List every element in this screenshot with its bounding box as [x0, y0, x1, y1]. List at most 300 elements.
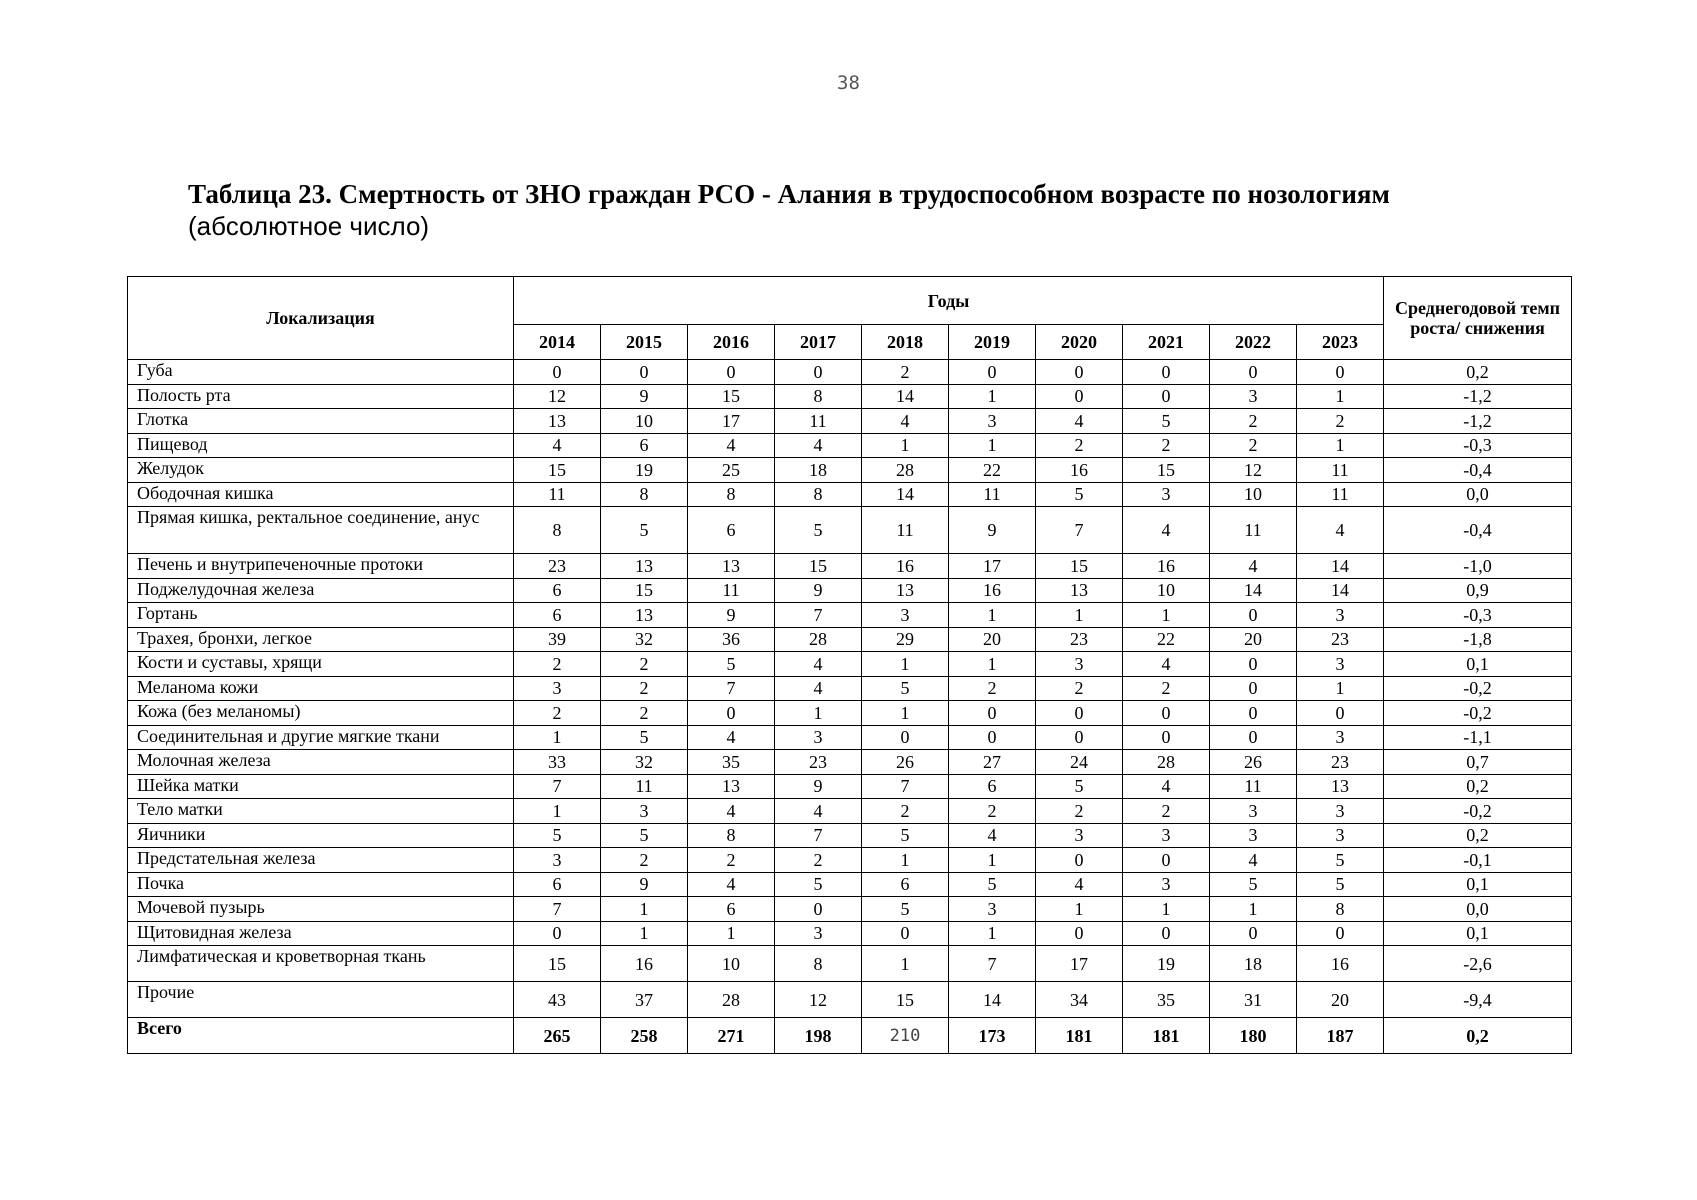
cell-value: 5: [949, 872, 1036, 897]
cell-value: 6: [862, 872, 949, 897]
cell-value: 1: [514, 725, 601, 750]
cell-value: 0: [1297, 360, 1384, 385]
table-row: [128, 554, 1572, 579]
cell-value: 2: [601, 701, 688, 726]
table-row: [128, 799, 1572, 824]
header-year: 2021: [1123, 325, 1210, 360]
cell-value: 13: [1036, 578, 1123, 603]
cell-value: 6: [949, 774, 1036, 799]
cell-value: 4: [1036, 872, 1123, 897]
cell-value: 26: [1210, 750, 1297, 775]
table-row: [128, 676, 1572, 701]
cell-rate: -1,8: [1384, 627, 1572, 652]
cell-value: 1: [1123, 897, 1210, 922]
table-row: [128, 578, 1572, 603]
header-year: 2014: [514, 325, 601, 360]
cell-value: 14: [1210, 578, 1297, 603]
cell-value: 2: [601, 676, 688, 701]
cell-localization: Прямая кишка, ректальное соединение, анус: [128, 507, 514, 554]
cell-value: 2: [775, 848, 862, 873]
cell-value: 0: [1123, 725, 1210, 750]
cell-value: 0: [688, 701, 775, 726]
cell-value: 11: [1210, 507, 1297, 554]
cell-value: 2: [1123, 799, 1210, 824]
cell-value: 4: [688, 725, 775, 750]
cell-value: 0: [514, 921, 601, 946]
cell-value: 1: [1123, 603, 1210, 628]
cell-value: 11: [514, 482, 601, 507]
cell-value: 0: [1123, 701, 1210, 726]
cell-value: 0: [1036, 384, 1123, 409]
cell-value: 10: [1210, 482, 1297, 507]
table-row: [128, 652, 1572, 677]
cell-value: 11: [1297, 482, 1384, 507]
cell-value: 1: [862, 433, 949, 458]
cell-value: 24: [1036, 750, 1123, 775]
cell-value: 0: [1210, 360, 1297, 385]
cell-localization: Печень и внутрипеченочные протоки: [128, 554, 514, 579]
cell-value: 13: [688, 554, 775, 579]
cell-value: 6: [688, 507, 775, 554]
cell-value: 13: [601, 554, 688, 579]
cell-value: 0: [1297, 701, 1384, 726]
cell-value: 1: [514, 799, 601, 824]
cell-value: 26: [862, 750, 949, 775]
cell-value: 15: [514, 946, 601, 982]
cell-value: 14: [949, 982, 1036, 1018]
table-row: [128, 897, 1572, 922]
cell-rate: -9,4: [1384, 982, 1572, 1018]
cell-value: 2: [1210, 433, 1297, 458]
table-row: [128, 409, 1572, 434]
cell-value: 8: [688, 823, 775, 848]
cell-value: 0: [949, 725, 1036, 750]
cell-value: 3: [1297, 603, 1384, 628]
cell-value: 1: [862, 701, 949, 726]
cell-value: 1: [688, 921, 775, 946]
cell-localization: Мочевой пузырь: [128, 897, 514, 922]
cell-rate: 0,0: [1384, 482, 1572, 507]
cell-value: 9: [688, 603, 775, 628]
cell-value: 23: [514, 554, 601, 579]
cell-value: 16: [1036, 458, 1123, 483]
cell-value: 0: [862, 921, 949, 946]
cell-value: 5: [1036, 482, 1123, 507]
cell-value: 10: [601, 409, 688, 434]
cell-rate: -0,3: [1384, 603, 1572, 628]
cell-value: 2: [949, 676, 1036, 701]
cell-value: 1: [775, 701, 862, 726]
cell-value: 2: [862, 360, 949, 385]
cell-value: 7: [949, 946, 1036, 982]
cell-value: 8: [1297, 897, 1384, 922]
cell-rate: -0,3: [1384, 433, 1572, 458]
cell-value: 1: [949, 384, 1036, 409]
cell-localization: Прочие: [128, 982, 514, 1018]
cell-value: 4: [1210, 554, 1297, 579]
cell-value: 5: [601, 823, 688, 848]
cell-value: 34: [1036, 982, 1123, 1018]
cell-value: 2: [514, 652, 601, 677]
cell-value: 1: [949, 603, 1036, 628]
cell-value: 6: [514, 578, 601, 603]
cell-value: 35: [1123, 982, 1210, 1018]
cell-value: 0: [862, 725, 949, 750]
cell-value: 22: [1123, 627, 1210, 652]
cell-value: 33: [514, 750, 601, 775]
cell-value: 35: [688, 750, 775, 775]
cell-value: 0: [1036, 725, 1123, 750]
cell-value: 0: [1210, 652, 1297, 677]
cell-rate: -1,2: [1384, 409, 1572, 434]
cell-localization: Кости и суставы, хрящи: [128, 652, 514, 677]
cell-rate: -1,2: [1384, 384, 1572, 409]
cell-value: 16: [601, 946, 688, 982]
cell-value: 4: [949, 823, 1036, 848]
cell-rate: -0,2: [1384, 799, 1572, 824]
cell-value: 15: [1036, 554, 1123, 579]
cell-value: 22: [949, 458, 1036, 483]
cell-value: 4: [862, 409, 949, 434]
cell-localization: Яичники: [128, 823, 514, 848]
cell-localization: Шейка матки: [128, 774, 514, 799]
cell-value: 4: [775, 799, 862, 824]
cell-value: 5: [1210, 872, 1297, 897]
cell-localization: Гортань: [128, 603, 514, 628]
cell-value: 15: [514, 458, 601, 483]
cell-value: 3: [1297, 823, 1384, 848]
cell-value: 0: [601, 360, 688, 385]
cell-value: 12: [514, 384, 601, 409]
cell-value: 4: [1036, 409, 1123, 434]
cell-value: 5: [601, 725, 688, 750]
cell-localization: Всего: [128, 1018, 514, 1054]
cell-rate: 0,7: [1384, 750, 1572, 775]
cell-value: 181: [1123, 1018, 1210, 1054]
table-title-subtitle: (абсолютное число): [188, 211, 430, 241]
cell-value: 1: [862, 652, 949, 677]
cell-value: 3: [775, 725, 862, 750]
cell-value: 11: [1297, 458, 1384, 483]
cell-value: 2: [514, 701, 601, 726]
cell-value: 7: [514, 774, 601, 799]
cell-value: 19: [601, 458, 688, 483]
cell-value: 3: [775, 921, 862, 946]
cell-localization: Ободочная кишка: [128, 482, 514, 507]
table-row: [128, 823, 1572, 848]
table-row: [128, 384, 1572, 409]
cell-value: 43: [514, 982, 601, 1018]
cell-value: 0: [1123, 384, 1210, 409]
header-year: 2019: [949, 325, 1036, 360]
cell-value: 0: [775, 897, 862, 922]
cell-rate: 0,1: [1384, 872, 1572, 897]
cell-value: 4: [1297, 507, 1384, 554]
cell-value: 3: [1297, 652, 1384, 677]
table-row: [128, 921, 1572, 946]
cell-value: 5: [688, 652, 775, 677]
cell-value: 0: [949, 701, 1036, 726]
cell-value: 23: [1036, 627, 1123, 652]
cell-value: 18: [775, 458, 862, 483]
cell-value: 9: [775, 578, 862, 603]
cell-value: 28: [688, 982, 775, 1018]
cell-value: 1: [1036, 603, 1123, 628]
cell-value: 3: [1123, 823, 1210, 848]
cell-value: 180: [1210, 1018, 1297, 1054]
cell-value: 1: [1036, 897, 1123, 922]
cell-rate: 0,2: [1384, 1018, 1572, 1054]
cell-value: 7: [514, 897, 601, 922]
cell-value: 16: [949, 578, 1036, 603]
cell-localization: Поджелудочная железа: [128, 578, 514, 603]
cell-value: 13: [514, 409, 601, 434]
cell-value: 0: [1210, 676, 1297, 701]
cell-rate: -2,6: [1384, 946, 1572, 982]
header-localization: Локализация: [128, 277, 514, 360]
header-years: Годы: [514, 277, 1384, 325]
cell-value: 1: [862, 946, 949, 982]
header-year: 2020: [1036, 325, 1123, 360]
header-year: 2016: [688, 325, 775, 360]
table-row: [128, 725, 1572, 750]
cell-value: 4: [514, 433, 601, 458]
cell-localization: Щитовидная железа: [128, 921, 514, 946]
cell-value: 14: [862, 482, 949, 507]
cell-value: 258: [601, 1018, 688, 1054]
cell-value: 4: [1123, 507, 1210, 554]
cell-value: 13: [862, 578, 949, 603]
cell-value: 9: [601, 384, 688, 409]
cell-value: 15: [1123, 458, 1210, 483]
cell-value: 11: [601, 774, 688, 799]
cell-value: 3: [949, 897, 1036, 922]
cell-value: 4: [1123, 774, 1210, 799]
cell-value: 0: [1210, 603, 1297, 628]
cell-localization: Пищевод: [128, 433, 514, 458]
cell-value: 9: [949, 507, 1036, 554]
cell-value: 14: [862, 384, 949, 409]
cell-value: 5: [862, 823, 949, 848]
cell-value: 32: [601, 750, 688, 775]
cell-value: 7: [775, 823, 862, 848]
table-row: [128, 627, 1572, 652]
cell-value: 37: [601, 982, 688, 1018]
cell-value: 18: [1210, 946, 1297, 982]
cell-value: 0: [1123, 921, 1210, 946]
cell-value: 181: [1036, 1018, 1123, 1054]
cell-value: 11: [688, 578, 775, 603]
cell-value: 10: [1123, 578, 1210, 603]
cell-rate: -1,0: [1384, 554, 1572, 579]
cell-value: 0: [1036, 921, 1123, 946]
cell-localization: Соединительная и другие мягкие ткани: [128, 725, 514, 750]
cell-value: 0: [688, 360, 775, 385]
cell-value: 3: [1123, 872, 1210, 897]
cell-localization: Предстательная железа: [128, 848, 514, 873]
cell-value: 12: [775, 982, 862, 1018]
cell-localization: Меланома кожи: [128, 676, 514, 701]
cell-value: 8: [688, 482, 775, 507]
cell-value: 2: [1123, 676, 1210, 701]
cell-value: 3: [1210, 384, 1297, 409]
cell-value: 2: [601, 652, 688, 677]
cell-value: 4: [688, 433, 775, 458]
cell-value: 36: [688, 627, 775, 652]
cell-value: 16: [862, 554, 949, 579]
cell-rate: 0,9: [1384, 578, 1572, 603]
cell-value: 6: [514, 872, 601, 897]
cell-value: 7: [775, 603, 862, 628]
cell-value: 187: [1297, 1018, 1384, 1054]
cell-rate: -0,4: [1384, 507, 1572, 554]
cell-value: 0: [1210, 725, 1297, 750]
cell-value: 3: [1036, 652, 1123, 677]
header-year: 2015: [601, 325, 688, 360]
cell-value: 3: [1297, 725, 1384, 750]
cell-value: 9: [601, 872, 688, 897]
cell-value: 16: [1123, 554, 1210, 579]
cell-value: 20: [1210, 627, 1297, 652]
cell-value: 4: [1123, 652, 1210, 677]
cell-value: 265: [514, 1018, 601, 1054]
table-title: [188, 178, 1588, 242]
table-title-main: Таблица 23. Смертность от ЗНО граждан РСО - Алания в трудоспособном возрасте по нозологиям: [188, 179, 1390, 209]
cell-rate: -0,1: [1384, 848, 1572, 873]
cell-value: 17: [949, 554, 1036, 579]
cell-value: 31: [1210, 982, 1297, 1018]
cell-value: 1: [862, 848, 949, 873]
cell-value: 6: [601, 433, 688, 458]
cell-value: 2: [1036, 676, 1123, 701]
cell-value: 5: [1297, 872, 1384, 897]
cell-value: 1: [1297, 676, 1384, 701]
cell-value: 3: [862, 603, 949, 628]
cell-value: 28: [1123, 750, 1210, 775]
cell-value: 0: [1210, 921, 1297, 946]
table-row: [128, 774, 1572, 799]
cell-value: 210: [862, 1018, 949, 1054]
cell-localization: Лимфатическая и кроветворная ткань: [128, 946, 514, 982]
cell-value: 8: [775, 384, 862, 409]
table-row: [128, 946, 1572, 982]
cell-value: 0: [1210, 701, 1297, 726]
page-number: 38: [837, 72, 860, 94]
cell-value: 5: [775, 872, 862, 897]
cell-value: 13: [601, 603, 688, 628]
cell-value: 11: [1210, 774, 1297, 799]
cell-value: 3: [514, 848, 601, 873]
cell-value: 28: [862, 458, 949, 483]
table-row: [128, 433, 1572, 458]
cell-value: 2: [1123, 433, 1210, 458]
cell-value: 11: [949, 482, 1036, 507]
cell-value: 5: [862, 676, 949, 701]
table-row: [128, 482, 1572, 507]
cell-value: 23: [1297, 627, 1384, 652]
cell-value: 4: [688, 872, 775, 897]
cell-value: 5: [601, 507, 688, 554]
header-year: 2018: [862, 325, 949, 360]
table-row: [128, 982, 1572, 1018]
cell-localization: Кожа (без меланомы): [128, 701, 514, 726]
cell-localization: Желудок: [128, 458, 514, 483]
cell-value: 0: [1297, 921, 1384, 946]
cell-localization: Полость рта: [128, 384, 514, 409]
cell-rate: -0,2: [1384, 676, 1572, 701]
cell-rate: 0,0: [1384, 897, 1572, 922]
cell-value: 12: [1210, 458, 1297, 483]
cell-value: 32: [601, 627, 688, 652]
cell-value: 3: [1210, 823, 1297, 848]
table-row: [128, 750, 1572, 775]
cell-value: 8: [775, 482, 862, 507]
cell-rate: -0,2: [1384, 701, 1572, 726]
header-year: 2023: [1297, 325, 1384, 360]
cell-value: 0: [1123, 360, 1210, 385]
cell-value: 15: [688, 384, 775, 409]
cell-value: 4: [688, 799, 775, 824]
cell-value: 0: [514, 360, 601, 385]
cell-value: 2: [1036, 433, 1123, 458]
cell-value: 2: [601, 848, 688, 873]
cell-value: 0: [1036, 360, 1123, 385]
cell-value: 17: [1036, 946, 1123, 982]
cell-value: 0: [775, 360, 862, 385]
cell-value: 173: [949, 1018, 1036, 1054]
cell-value: 23: [1297, 750, 1384, 775]
cell-value: 8: [514, 507, 601, 554]
header-year: 2022: [1210, 325, 1297, 360]
table-row: [128, 701, 1572, 726]
cell-rate: 0,1: [1384, 652, 1572, 677]
table-row: [128, 507, 1572, 554]
cell-localization: Трахея, бронхи, легкое: [128, 627, 514, 652]
table-row: [128, 603, 1572, 628]
cell-value: 10: [688, 946, 775, 982]
cell-localization: Молочная железа: [128, 750, 514, 775]
cell-value: 271: [688, 1018, 775, 1054]
cell-value: 0: [1036, 848, 1123, 873]
cell-value: 1: [1210, 897, 1297, 922]
cell-value: 16: [1297, 946, 1384, 982]
table-row: [128, 872, 1572, 897]
cell-value: 4: [1210, 848, 1297, 873]
header-year: 2017: [775, 325, 862, 360]
cell-value: 28: [775, 627, 862, 652]
cell-value: 20: [949, 627, 1036, 652]
cell-value: 1: [1297, 433, 1384, 458]
cell-value: 7: [862, 774, 949, 799]
cell-value: 1: [949, 652, 1036, 677]
cell-rate: -0,4: [1384, 458, 1572, 483]
cell-value: 1: [949, 433, 1036, 458]
cell-value: 1: [949, 921, 1036, 946]
cell-value: 0: [1036, 701, 1123, 726]
cell-value: 29: [862, 627, 949, 652]
cell-localization: Тело матки: [128, 799, 514, 824]
cell-value: 2: [1036, 799, 1123, 824]
table-body: [128, 360, 1572, 1054]
cell-value: 14: [1297, 578, 1384, 603]
cell-value: 20: [1297, 982, 1384, 1018]
cell-value: 3: [1123, 482, 1210, 507]
cell-rate: 0,1: [1384, 921, 1572, 946]
cell-value: 13: [688, 774, 775, 799]
cell-value: 15: [775, 554, 862, 579]
cell-value: 3: [601, 799, 688, 824]
cell-value: 2: [1297, 409, 1384, 434]
